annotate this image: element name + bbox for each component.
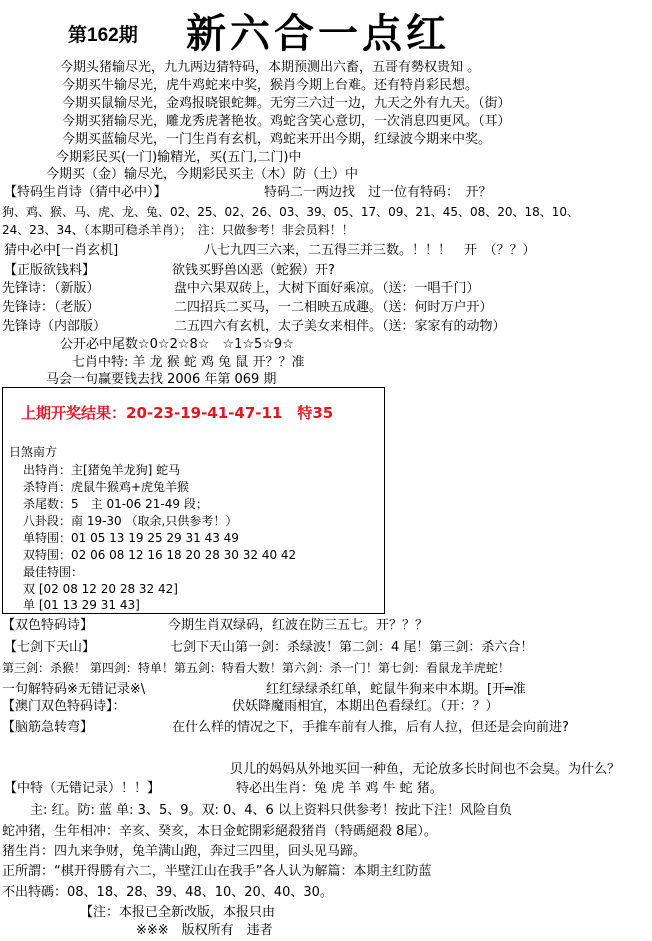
issue-number: 第162期 bbox=[68, 25, 138, 46]
pioneer-label: 先锋诗：（新版） bbox=[2, 281, 100, 296]
qijian-text: 七剑下天山第一剑：杀绿波！第二剑：4 尾！第三剑：杀六合！ bbox=[170, 640, 534, 655]
box-line: 杀尾数：5 主 01-06 21-49 段； bbox=[23, 497, 208, 511]
bottom-line: 正所謂：“棋开得勝有六二，半壁江山在我手”各人认为解篇：本期主红防蓝 bbox=[2, 864, 432, 879]
prediction-box bbox=[2, 387, 385, 614]
seven-zodiac: 七肖中特: 羊 龙 猴 蛇 鸡 兔 鼠 开？？准 bbox=[72, 355, 305, 370]
qianzhuang-heading: 【正版欲钱料】 bbox=[4, 263, 96, 278]
poem-list-line: 24、23、34、（本期可稳杀羊肖）； 注：只做参考！非会员料！！ bbox=[2, 223, 354, 237]
horse-club-line: 马会一句赢要钱去找 2006 年第 069 期 bbox=[46, 372, 277, 387]
pioneer-text: 二五四六有玄机，太子美女来相伴。（送：家家有的动物） bbox=[174, 319, 506, 334]
intro-line: 今期买牛输尽光，虎牛鸡蛇来中奖，猴肖今期上台难。还有特肖彩民想。 bbox=[62, 78, 479, 93]
box-line: 双 [02 08 12 20 28 32 42] bbox=[23, 582, 178, 596]
tail-numbers: 公开必中尾数☆0☆2☆8☆ ☆1☆5☆9☆ bbox=[60, 337, 294, 352]
intro-line: 今期彩民买(一门)输精光，买(五门,二门)中 bbox=[56, 150, 302, 165]
qianzhuang-text: 欲钱买野兽凶恶（蛇猴）开? bbox=[172, 263, 335, 278]
bottom-line: 【注：本报已全新改版，本报只由 bbox=[80, 905, 276, 920]
guess-label: 猜中必中[一肖玄机] bbox=[4, 243, 119, 258]
bottom-line: 不出特碼：08、18、28、39、48、10、20、40、30。 bbox=[2, 885, 333, 900]
bottom-line: 蛇冲猪，生年相冲：辛亥、癸亥，本日金蛇開彩絕殺猪肖（特碼絕殺 8尾）。 bbox=[2, 824, 437, 839]
pioneer-label: 先锋诗（内部版） bbox=[2, 319, 107, 334]
box-line: 日煞南方 bbox=[9, 445, 58, 459]
yiju-text: 红红绿绿杀红单，蛇鼠牛狗来中本期。[开═准 bbox=[266, 682, 526, 697]
intro-line: 今期买鼠输尽光，金鸡报晓银蛇舞。无穷三六过一边，九天之外有九天。（街） bbox=[62, 96, 511, 111]
guess-text: 八七九四三六来，二五得三并三数。！！！ 开 （？？） bbox=[204, 243, 536, 258]
naojin-heading: 【脑筋急转弯】 bbox=[2, 720, 94, 735]
zhongte-text: 特必出生肖：兔 虎 羊 鸡 牛 蛇 猪。 bbox=[236, 781, 443, 796]
shuangse-heading: 【双色特码诗】 bbox=[2, 618, 94, 633]
box-line: 单 [01 13 29 31 43] bbox=[23, 598, 140, 612]
shuangse-text: 今期生肖双绿码，红波在防三五七。开？？？ bbox=[168, 618, 429, 633]
poem-hint: 特码二一两边找 过一位有特码： 开？ bbox=[264, 185, 492, 200]
pioneer-text: 盘中六果双砖上，大树下面好乘凉。（送：一唱千门） bbox=[174, 281, 480, 296]
pioneer-text: 二四招兵二买马，一二相映五成趣。（送：何时万户开） bbox=[174, 300, 493, 315]
intro-line: 今期头猪输尽光，九九两边猜特码，本期预测出六畜，五哥有勢权贵知 。 bbox=[60, 60, 481, 75]
yiju-label: 一句解特码※无错记录※\ bbox=[2, 682, 146, 697]
naojin-text: 贝儿的妈妈从外地买回一种鱼，无论放多长时间也不会臭。为什么？ bbox=[230, 762, 621, 777]
box-line: 杀特肖：虎鼠牛猴鸡+虎兔羊猴 bbox=[23, 480, 190, 494]
intro-line: 今期买猪输尽光，雕龙秀虎著艳妆。鸡蛇含笑心意切，一次消息四更风。（耳） bbox=[62, 114, 511, 129]
poem-list-line: 狗、鸡、猴、马、虎、龙、兔、02、25、02、26、03、39、05、17、09、21、45、08、20、18、10、 bbox=[2, 205, 580, 219]
box-line: 出特肖：主[猪兔羊龙狗] 蛇马 bbox=[23, 463, 181, 477]
page-title: 新六合一点红 bbox=[186, 10, 450, 57]
pioneer-label: 先锋诗：（老版） bbox=[2, 300, 100, 315]
intro-line: 今期买（金）输尽光，今期彩民买主（木）防（土）中 bbox=[46, 167, 359, 182]
naojin-text: 在什么样的情况之下，手推车前有人推，后有人拉，但还是会向前进? bbox=[172, 720, 569, 735]
box-line: 双特围：02 06 08 12 16 18 20 28 30 32 40 42 bbox=[23, 548, 297, 562]
box-line: 八卦段：南 19-30 （取余,只供参考！） bbox=[23, 514, 238, 528]
bottom-line: ※※※ 版权所有 违者 bbox=[136, 923, 273, 938]
bottom-line: 主: 红。防: 蓝 单: 3、5、9。双: 0、4、6 以上资料只供参考！按此下注！风险自负 bbox=[30, 803, 512, 818]
poem-heading: 【特码生肖诗（猜中必中）】 bbox=[4, 185, 167, 200]
last-result: 上期开奖结果：20-23-19-41-47-11 特35 bbox=[21, 404, 334, 422]
box-line: 最佳特围： bbox=[23, 565, 84, 579]
bottom-line: 猪生肖：四九来争财，兔羊满山跑，奔过三四里，回头见马蹄。 bbox=[2, 844, 367, 859]
aomen-text: 伏妖降魔雨相宜，本期出色看绿红。（开：？） bbox=[232, 699, 499, 714]
aomen-heading: 【澳门双色特码诗】： bbox=[2, 699, 126, 714]
zhongte-heading: 【中特（无错记录）！！】 bbox=[4, 781, 161, 796]
qijian-text: 第三剑：杀猴！ 第四剑：特单！第五剑：特看大数！第六剑：杀一门！第七剑：看鼠龙羊虎蛇！ bbox=[2, 661, 510, 675]
intro-line: 今期买蓝输尽光，一门生肖有玄机，鸡蛇来开出今期，红绿波今期来中奖。 bbox=[62, 132, 492, 147]
box-line: 单特围：01 05 13 19 25 29 31 43 49 bbox=[23, 531, 239, 545]
qijian-heading: 【七剑下天山】 bbox=[4, 640, 96, 655]
